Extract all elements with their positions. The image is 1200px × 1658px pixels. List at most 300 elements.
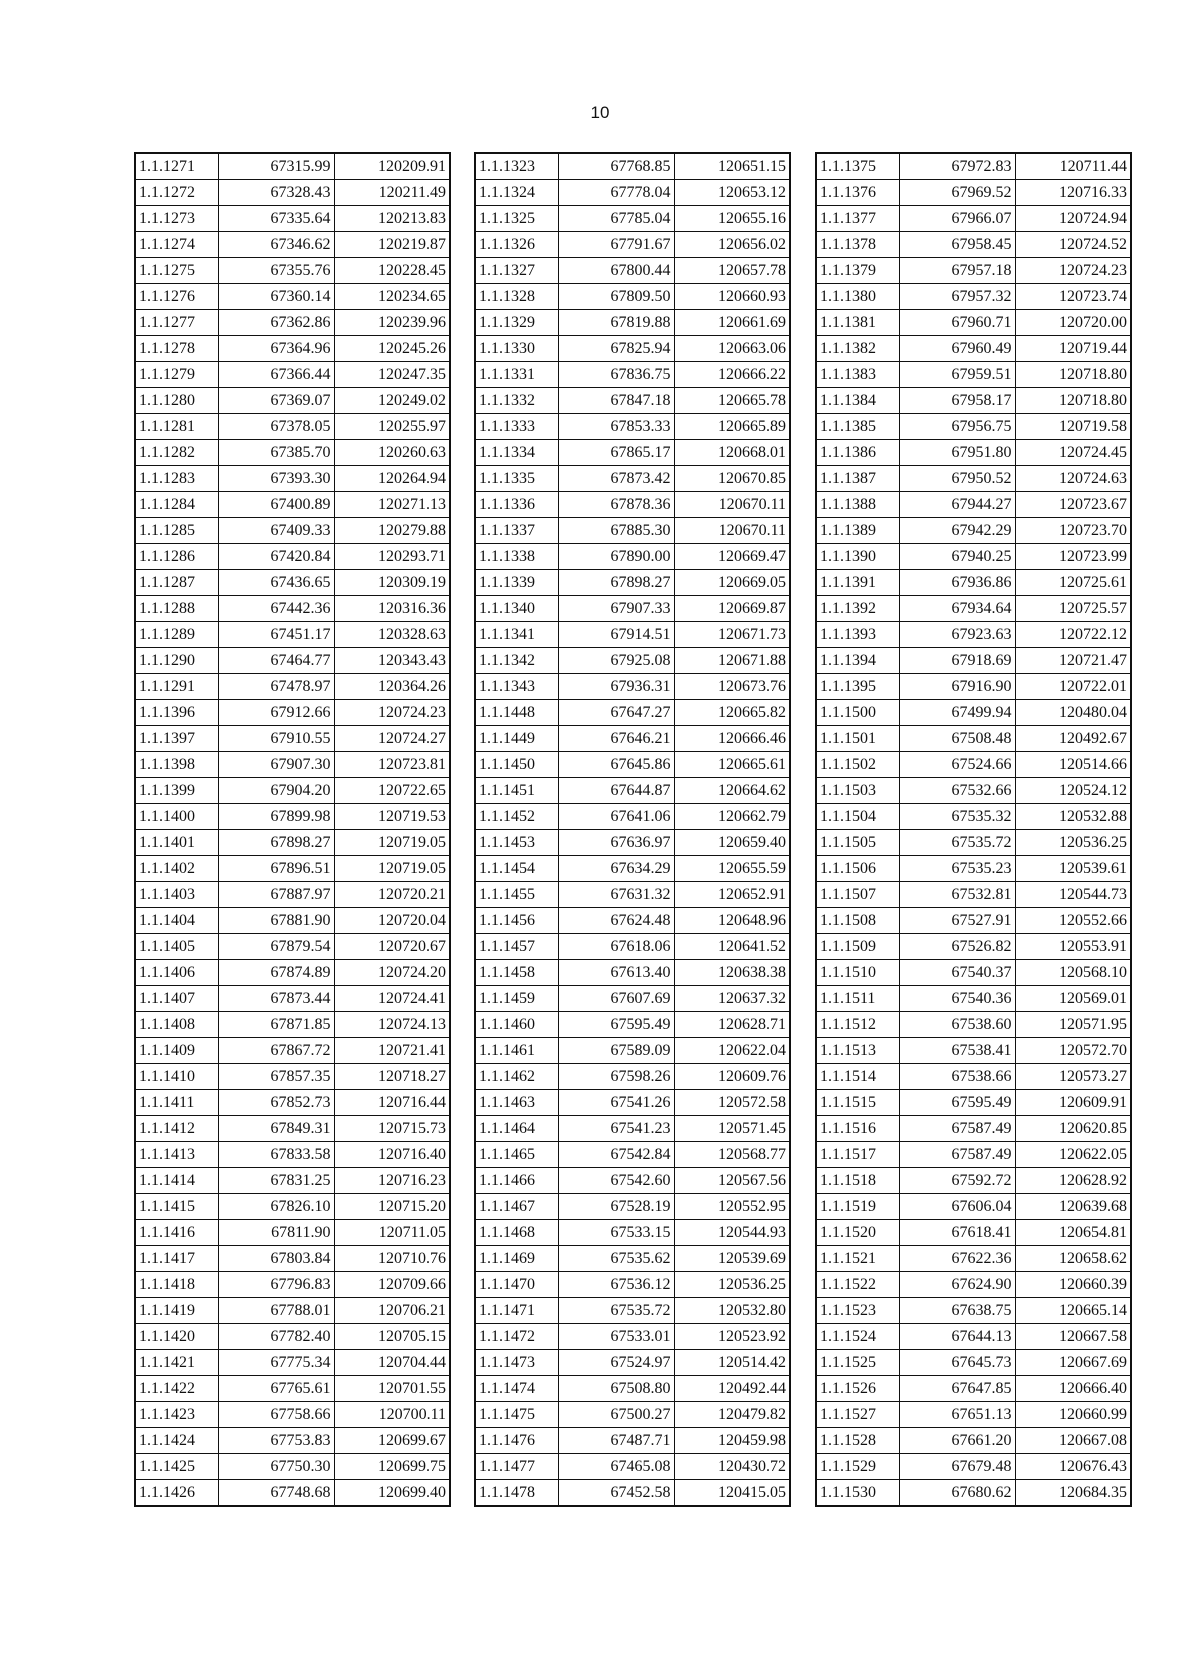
table-row xyxy=(816,1454,1131,1480)
y-coordinate-cell: 120720.04 xyxy=(334,908,450,934)
y-coordinate-cell: 120669.87 xyxy=(674,596,790,622)
point-id-cell: 1.1.1386 xyxy=(816,440,899,466)
x-coordinate-cell: 67896.51 xyxy=(218,856,334,882)
point-id-cell: 1.1.1502 xyxy=(816,752,899,778)
point-id-cell: 1.1.1291 xyxy=(135,674,218,700)
y-coordinate-cell: 120718.27 xyxy=(334,1064,450,1090)
point-id-cell: 1.1.1387 xyxy=(816,466,899,492)
table-row xyxy=(816,440,1131,466)
y-coordinate-cell: 120249.02 xyxy=(334,388,450,414)
table-row xyxy=(475,752,790,778)
x-coordinate-cell: 67542.84 xyxy=(558,1142,674,1168)
point-id-cell: 1.1.1404 xyxy=(135,908,218,934)
y-coordinate-cell: 120716.33 xyxy=(1015,180,1131,206)
x-coordinate-cell: 67409.33 xyxy=(218,518,334,544)
x-coordinate-cell: 67362.86 xyxy=(218,310,334,336)
x-coordinate-cell: 67679.48 xyxy=(899,1454,1015,1480)
x-coordinate-cell: 67385.70 xyxy=(218,440,334,466)
point-id-cell: 1.1.1413 xyxy=(135,1142,218,1168)
point-id-cell: 1.1.1343 xyxy=(475,674,558,700)
point-id-cell: 1.1.1423 xyxy=(135,1402,218,1428)
point-id-cell: 1.1.1422 xyxy=(135,1376,218,1402)
point-id-cell: 1.1.1272 xyxy=(135,180,218,206)
table-row xyxy=(135,336,450,362)
x-coordinate-cell: 67464.77 xyxy=(218,648,334,674)
table-row xyxy=(816,830,1131,856)
point-id-cell: 1.1.1286 xyxy=(135,544,218,570)
table-row xyxy=(135,986,450,1012)
point-id-cell: 1.1.1340 xyxy=(475,596,558,622)
x-coordinate-cell: 67442.36 xyxy=(218,596,334,622)
y-coordinate-cell: 120572.58 xyxy=(674,1090,790,1116)
table-row xyxy=(135,232,450,258)
y-coordinate-cell: 120571.95 xyxy=(1015,1012,1131,1038)
y-coordinate-cell: 120552.66 xyxy=(1015,908,1131,934)
y-coordinate-cell: 120622.04 xyxy=(674,1038,790,1064)
y-coordinate-cell: 120532.88 xyxy=(1015,804,1131,830)
x-coordinate-cell: 67959.51 xyxy=(899,362,1015,388)
table-row xyxy=(816,258,1131,284)
y-coordinate-cell: 120544.73 xyxy=(1015,882,1131,908)
x-coordinate-cell: 67874.89 xyxy=(218,960,334,986)
x-coordinate-cell: 67528.19 xyxy=(558,1194,674,1220)
y-coordinate-cell: 120673.76 xyxy=(674,674,790,700)
x-coordinate-cell: 67641.06 xyxy=(558,804,674,830)
table-row xyxy=(475,336,790,362)
y-coordinate-cell: 120572.70 xyxy=(1015,1038,1131,1064)
x-coordinate-cell: 67958.45 xyxy=(899,232,1015,258)
x-coordinate-cell: 67960.49 xyxy=(899,336,1015,362)
table-row xyxy=(816,934,1131,960)
table-row xyxy=(135,1428,450,1454)
y-coordinate-cell: 120684.35 xyxy=(1015,1480,1131,1507)
y-coordinate-cell: 120722.01 xyxy=(1015,674,1131,700)
y-coordinate-cell: 120271.13 xyxy=(334,492,450,518)
point-id-cell: 1.1.1516 xyxy=(816,1116,899,1142)
y-coordinate-cell: 120720.67 xyxy=(334,934,450,960)
x-coordinate-cell: 67541.23 xyxy=(558,1116,674,1142)
y-coordinate-cell: 120667.58 xyxy=(1015,1324,1131,1350)
point-id-cell: 1.1.1403 xyxy=(135,882,218,908)
table-row xyxy=(816,1220,1131,1246)
x-coordinate-cell: 67873.42 xyxy=(558,466,674,492)
point-id-cell: 1.1.1472 xyxy=(475,1324,558,1350)
y-coordinate-cell: 120670.11 xyxy=(674,518,790,544)
table-row xyxy=(475,804,790,830)
table-row xyxy=(135,908,450,934)
point-id-cell: 1.1.1465 xyxy=(475,1142,558,1168)
x-coordinate-cell: 67825.94 xyxy=(558,336,674,362)
y-coordinate-cell: 120571.45 xyxy=(674,1116,790,1142)
point-id-cell: 1.1.1377 xyxy=(816,206,899,232)
y-coordinate-cell: 120620.85 xyxy=(1015,1116,1131,1142)
table-row xyxy=(135,362,450,388)
y-coordinate-cell: 120715.73 xyxy=(334,1116,450,1142)
point-id-cell: 1.1.1418 xyxy=(135,1272,218,1298)
x-coordinate-cell: 67819.88 xyxy=(558,310,674,336)
table-row xyxy=(816,518,1131,544)
table-row xyxy=(135,258,450,284)
x-coordinate-cell: 67366.44 xyxy=(218,362,334,388)
x-coordinate-cell: 67879.54 xyxy=(218,934,334,960)
table-row xyxy=(475,1298,790,1324)
x-coordinate-cell: 67826.10 xyxy=(218,1194,334,1220)
table-row xyxy=(475,1454,790,1480)
x-coordinate-cell: 67925.08 xyxy=(558,648,674,674)
x-coordinate-cell: 67451.17 xyxy=(218,622,334,648)
y-coordinate-cell: 120245.26 xyxy=(334,336,450,362)
x-coordinate-cell: 67966.07 xyxy=(899,206,1015,232)
point-id-cell: 1.1.1451 xyxy=(475,778,558,804)
x-coordinate-cell: 67873.44 xyxy=(218,986,334,1012)
x-coordinate-cell: 67957.18 xyxy=(899,258,1015,284)
x-coordinate-cell: 67788.01 xyxy=(218,1298,334,1324)
x-coordinate-cell: 67853.33 xyxy=(558,414,674,440)
x-coordinate-cell: 67778.04 xyxy=(558,180,674,206)
y-coordinate-cell: 120671.88 xyxy=(674,648,790,674)
table-row xyxy=(816,1298,1131,1324)
x-coordinate-cell: 67944.27 xyxy=(899,492,1015,518)
table-row xyxy=(816,1012,1131,1038)
x-coordinate-cell: 67960.71 xyxy=(899,310,1015,336)
x-coordinate-cell: 67899.98 xyxy=(218,804,334,830)
point-id-cell: 1.1.1477 xyxy=(475,1454,558,1480)
x-coordinate-cell: 67595.49 xyxy=(899,1090,1015,1116)
table-row xyxy=(816,856,1131,882)
table-row xyxy=(135,1168,450,1194)
table-row xyxy=(475,856,790,882)
table-row xyxy=(135,544,450,570)
point-id-cell: 1.1.1513 xyxy=(816,1038,899,1064)
point-id-cell: 1.1.1415 xyxy=(135,1194,218,1220)
table-row xyxy=(475,700,790,726)
point-id-cell: 1.1.1526 xyxy=(816,1376,899,1402)
table-row xyxy=(135,310,450,336)
point-id-cell: 1.1.1273 xyxy=(135,206,218,232)
point-id-cell: 1.1.1288 xyxy=(135,596,218,622)
point-id-cell: 1.1.1401 xyxy=(135,830,218,856)
point-id-cell: 1.1.1528 xyxy=(816,1428,899,1454)
point-id-cell: 1.1.1279 xyxy=(135,362,218,388)
table-row xyxy=(135,1272,450,1298)
table-row xyxy=(135,388,450,414)
point-id-cell: 1.1.1382 xyxy=(816,336,899,362)
y-coordinate-cell: 120723.81 xyxy=(334,752,450,778)
point-id-cell: 1.1.1525 xyxy=(816,1350,899,1376)
x-coordinate-cell: 67535.62 xyxy=(558,1246,674,1272)
table-row xyxy=(816,882,1131,908)
x-coordinate-cell: 67940.25 xyxy=(899,544,1015,570)
table-row xyxy=(475,648,790,674)
point-id-cell: 1.1.1420 xyxy=(135,1324,218,1350)
point-id-cell: 1.1.1280 xyxy=(135,388,218,414)
table-row xyxy=(816,752,1131,778)
table-row xyxy=(816,778,1131,804)
point-id-cell: 1.1.1473 xyxy=(475,1350,558,1376)
x-coordinate-cell: 67592.72 xyxy=(899,1168,1015,1194)
x-coordinate-cell: 67785.04 xyxy=(558,206,674,232)
y-coordinate-cell: 120622.05 xyxy=(1015,1142,1131,1168)
x-coordinate-cell: 67328.43 xyxy=(218,180,334,206)
x-coordinate-cell: 67400.89 xyxy=(218,492,334,518)
table-row xyxy=(816,414,1131,440)
point-id-cell: 1.1.1284 xyxy=(135,492,218,518)
point-id-cell: 1.1.1501 xyxy=(816,726,899,752)
point-id-cell: 1.1.1523 xyxy=(816,1298,899,1324)
x-coordinate-cell: 67452.58 xyxy=(558,1480,674,1507)
y-coordinate-cell: 120209.91 xyxy=(334,153,450,180)
point-id-cell: 1.1.1511 xyxy=(816,986,899,1012)
y-coordinate-cell: 120637.32 xyxy=(674,986,790,1012)
y-coordinate-cell: 120720.21 xyxy=(334,882,450,908)
x-coordinate-cell: 67907.30 xyxy=(218,752,334,778)
x-coordinate-cell: 67957.32 xyxy=(899,284,1015,310)
point-id-cell: 1.1.1281 xyxy=(135,414,218,440)
x-coordinate-cell: 67881.90 xyxy=(218,908,334,934)
y-coordinate-cell: 120671.73 xyxy=(674,622,790,648)
x-coordinate-cell: 67934.64 xyxy=(899,596,1015,622)
x-coordinate-cell: 67364.96 xyxy=(218,336,334,362)
point-id-cell: 1.1.1338 xyxy=(475,544,558,570)
y-coordinate-cell: 120709.66 xyxy=(334,1272,450,1298)
x-coordinate-cell: 67914.51 xyxy=(558,622,674,648)
y-coordinate-cell: 120704.44 xyxy=(334,1350,450,1376)
x-coordinate-cell: 67542.60 xyxy=(558,1168,674,1194)
y-coordinate-cell: 120716.44 xyxy=(334,1090,450,1116)
table-row xyxy=(135,622,450,648)
table-row xyxy=(816,336,1131,362)
point-id-cell: 1.1.1334 xyxy=(475,440,558,466)
point-id-cell: 1.1.1504 xyxy=(816,804,899,830)
y-coordinate-cell: 120719.53 xyxy=(334,804,450,830)
table-row xyxy=(475,674,790,700)
x-coordinate-cell: 67768.85 xyxy=(558,153,674,180)
y-coordinate-cell: 120553.91 xyxy=(1015,934,1131,960)
point-id-cell: 1.1.1530 xyxy=(816,1480,899,1507)
x-coordinate-cell: 67598.26 xyxy=(558,1064,674,1090)
point-id-cell: 1.1.1460 xyxy=(475,1012,558,1038)
point-id-cell: 1.1.1471 xyxy=(475,1298,558,1324)
y-coordinate-cell: 120260.63 xyxy=(334,440,450,466)
table-row xyxy=(475,1012,790,1038)
table-row xyxy=(475,570,790,596)
table-row xyxy=(475,1142,790,1168)
table-row xyxy=(135,466,450,492)
x-coordinate-cell: 67508.48 xyxy=(899,726,1015,752)
table-row xyxy=(475,934,790,960)
table-row xyxy=(475,778,790,804)
point-id-cell: 1.1.1476 xyxy=(475,1428,558,1454)
table-row xyxy=(475,232,790,258)
x-coordinate-cell: 67335.64 xyxy=(218,206,334,232)
y-coordinate-cell: 120343.43 xyxy=(334,648,450,674)
table-row xyxy=(816,388,1131,414)
table-row xyxy=(475,1220,790,1246)
table-row xyxy=(135,700,450,726)
point-id-cell: 1.1.1452 xyxy=(475,804,558,830)
table-row xyxy=(135,1350,450,1376)
y-coordinate-cell: 120523.92 xyxy=(674,1324,790,1350)
table-row xyxy=(135,960,450,986)
x-coordinate-cell: 67524.97 xyxy=(558,1350,674,1376)
y-coordinate-cell: 120670.85 xyxy=(674,466,790,492)
point-id-cell: 1.1.1324 xyxy=(475,180,558,206)
coordinate-table-2 xyxy=(474,152,791,1507)
y-coordinate-cell: 120211.49 xyxy=(334,180,450,206)
x-coordinate-cell: 67972.83 xyxy=(899,153,1015,180)
point-id-cell: 1.1.1467 xyxy=(475,1194,558,1220)
point-id-cell: 1.1.1500 xyxy=(816,700,899,726)
point-id-cell: 1.1.1397 xyxy=(135,726,218,752)
y-coordinate-cell: 120724.41 xyxy=(334,986,450,1012)
point-id-cell: 1.1.1468 xyxy=(475,1220,558,1246)
point-id-cell: 1.1.1283 xyxy=(135,466,218,492)
table-row xyxy=(475,830,790,856)
point-id-cell: 1.1.1399 xyxy=(135,778,218,804)
x-coordinate-cell: 67811.90 xyxy=(218,1220,334,1246)
table-row xyxy=(816,960,1131,986)
y-coordinate-cell: 120609.76 xyxy=(674,1064,790,1090)
point-id-cell: 1.1.1514 xyxy=(816,1064,899,1090)
x-coordinate-cell: 67890.00 xyxy=(558,544,674,570)
x-coordinate-cell: 67487.71 xyxy=(558,1428,674,1454)
x-coordinate-cell: 67420.84 xyxy=(218,544,334,570)
page-number: 10 xyxy=(590,103,610,122)
x-coordinate-cell: 67680.62 xyxy=(899,1480,1015,1507)
y-coordinate-cell: 120724.94 xyxy=(1015,206,1131,232)
point-id-cell: 1.1.1417 xyxy=(135,1246,218,1272)
x-coordinate-cell: 67315.99 xyxy=(218,153,334,180)
point-id-cell: 1.1.1395 xyxy=(816,674,899,700)
table-row xyxy=(135,674,450,700)
table-row xyxy=(475,1376,790,1402)
x-coordinate-cell: 67622.36 xyxy=(899,1246,1015,1272)
y-coordinate-cell: 120720.00 xyxy=(1015,310,1131,336)
point-id-cell: 1.1.1457 xyxy=(475,934,558,960)
x-coordinate-cell: 67369.07 xyxy=(218,388,334,414)
point-id-cell: 1.1.1503 xyxy=(816,778,899,804)
y-coordinate-cell: 120459.98 xyxy=(674,1428,790,1454)
point-id-cell: 1.1.1388 xyxy=(816,492,899,518)
x-coordinate-cell: 67898.27 xyxy=(218,830,334,856)
x-coordinate-cell: 67465.08 xyxy=(558,1454,674,1480)
table-row xyxy=(816,1350,1131,1376)
table-row xyxy=(475,284,790,310)
point-id-cell: 1.1.1474 xyxy=(475,1376,558,1402)
point-id-cell: 1.1.1419 xyxy=(135,1298,218,1324)
point-id-cell: 1.1.1461 xyxy=(475,1038,558,1064)
point-id-cell: 1.1.1508 xyxy=(816,908,899,934)
table-row xyxy=(135,1298,450,1324)
table-row xyxy=(475,1116,790,1142)
y-coordinate-cell: 120492.44 xyxy=(674,1376,790,1402)
point-id-cell: 1.1.1398 xyxy=(135,752,218,778)
y-coordinate-cell: 120716.23 xyxy=(334,1168,450,1194)
y-coordinate-cell: 120705.15 xyxy=(334,1324,450,1350)
point-id-cell: 1.1.1469 xyxy=(475,1246,558,1272)
point-id-cell: 1.1.1450 xyxy=(475,752,558,778)
table-row xyxy=(475,518,790,544)
y-coordinate-cell: 120654.81 xyxy=(1015,1220,1131,1246)
point-id-cell: 1.1.1411 xyxy=(135,1090,218,1116)
table-row xyxy=(816,1168,1131,1194)
y-coordinate-cell: 120430.72 xyxy=(674,1454,790,1480)
table-row xyxy=(475,882,790,908)
point-id-cell: 1.1.1342 xyxy=(475,648,558,674)
y-coordinate-cell: 120364.26 xyxy=(334,674,450,700)
y-coordinate-cell: 120658.62 xyxy=(1015,1246,1131,1272)
point-id-cell: 1.1.1456 xyxy=(475,908,558,934)
table-row xyxy=(475,596,790,622)
y-coordinate-cell: 120660.99 xyxy=(1015,1402,1131,1428)
table-row xyxy=(135,1402,450,1428)
y-coordinate-cell: 120567.56 xyxy=(674,1168,790,1194)
table-row xyxy=(475,1272,790,1298)
point-id-cell: 1.1.1337 xyxy=(475,518,558,544)
x-coordinate-cell: 67595.49 xyxy=(558,1012,674,1038)
y-coordinate-cell: 120661.69 xyxy=(674,310,790,336)
point-id-cell: 1.1.1529 xyxy=(816,1454,899,1480)
point-id-cell: 1.1.1402 xyxy=(135,856,218,882)
x-coordinate-cell: 67524.66 xyxy=(899,752,1015,778)
x-coordinate-cell: 67753.83 xyxy=(218,1428,334,1454)
point-id-cell: 1.1.1391 xyxy=(816,570,899,596)
point-id-cell: 1.1.1375 xyxy=(816,153,899,180)
table-row xyxy=(135,492,450,518)
table-row xyxy=(816,1194,1131,1220)
point-id-cell: 1.1.1521 xyxy=(816,1246,899,1272)
point-id-cell: 1.1.1405 xyxy=(135,934,218,960)
y-coordinate-cell: 120536.25 xyxy=(1015,830,1131,856)
y-coordinate-cell: 120706.21 xyxy=(334,1298,450,1324)
y-coordinate-cell: 120724.23 xyxy=(334,700,450,726)
x-coordinate-cell: 67624.48 xyxy=(558,908,674,934)
x-coordinate-cell: 67912.66 xyxy=(218,700,334,726)
point-id-cell: 1.1.1335 xyxy=(475,466,558,492)
y-coordinate-cell: 120723.67 xyxy=(1015,492,1131,518)
point-id-cell: 1.1.1392 xyxy=(816,596,899,622)
x-coordinate-cell: 67613.40 xyxy=(558,960,674,986)
table-row xyxy=(135,440,450,466)
y-coordinate-cell: 120656.02 xyxy=(674,232,790,258)
point-id-cell: 1.1.1522 xyxy=(816,1272,899,1298)
table-row xyxy=(135,804,450,830)
table-row xyxy=(135,1376,450,1402)
table-row xyxy=(135,414,450,440)
x-coordinate-cell: 67526.82 xyxy=(899,934,1015,960)
point-id-cell: 1.1.1400 xyxy=(135,804,218,830)
x-coordinate-cell: 67750.30 xyxy=(218,1454,334,1480)
y-coordinate-cell: 120552.95 xyxy=(674,1194,790,1220)
y-coordinate-cell: 120715.20 xyxy=(334,1194,450,1220)
x-coordinate-cell: 67533.01 xyxy=(558,1324,674,1350)
y-coordinate-cell: 120701.55 xyxy=(334,1376,450,1402)
point-id-cell: 1.1.1425 xyxy=(135,1454,218,1480)
x-coordinate-cell: 67535.72 xyxy=(899,830,1015,856)
x-coordinate-cell: 67536.12 xyxy=(558,1272,674,1298)
y-coordinate-cell: 120234.65 xyxy=(334,284,450,310)
table-row xyxy=(475,960,790,986)
table-row xyxy=(135,648,450,674)
y-coordinate-cell: 120724.23 xyxy=(1015,258,1131,284)
point-id-cell: 1.1.1289 xyxy=(135,622,218,648)
point-id-cell: 1.1.1515 xyxy=(816,1090,899,1116)
point-id-cell: 1.1.1408 xyxy=(135,1012,218,1038)
y-coordinate-cell: 120665.61 xyxy=(674,752,790,778)
y-coordinate-cell: 120568.10 xyxy=(1015,960,1131,986)
table-row xyxy=(135,1194,450,1220)
table-row xyxy=(135,1012,450,1038)
